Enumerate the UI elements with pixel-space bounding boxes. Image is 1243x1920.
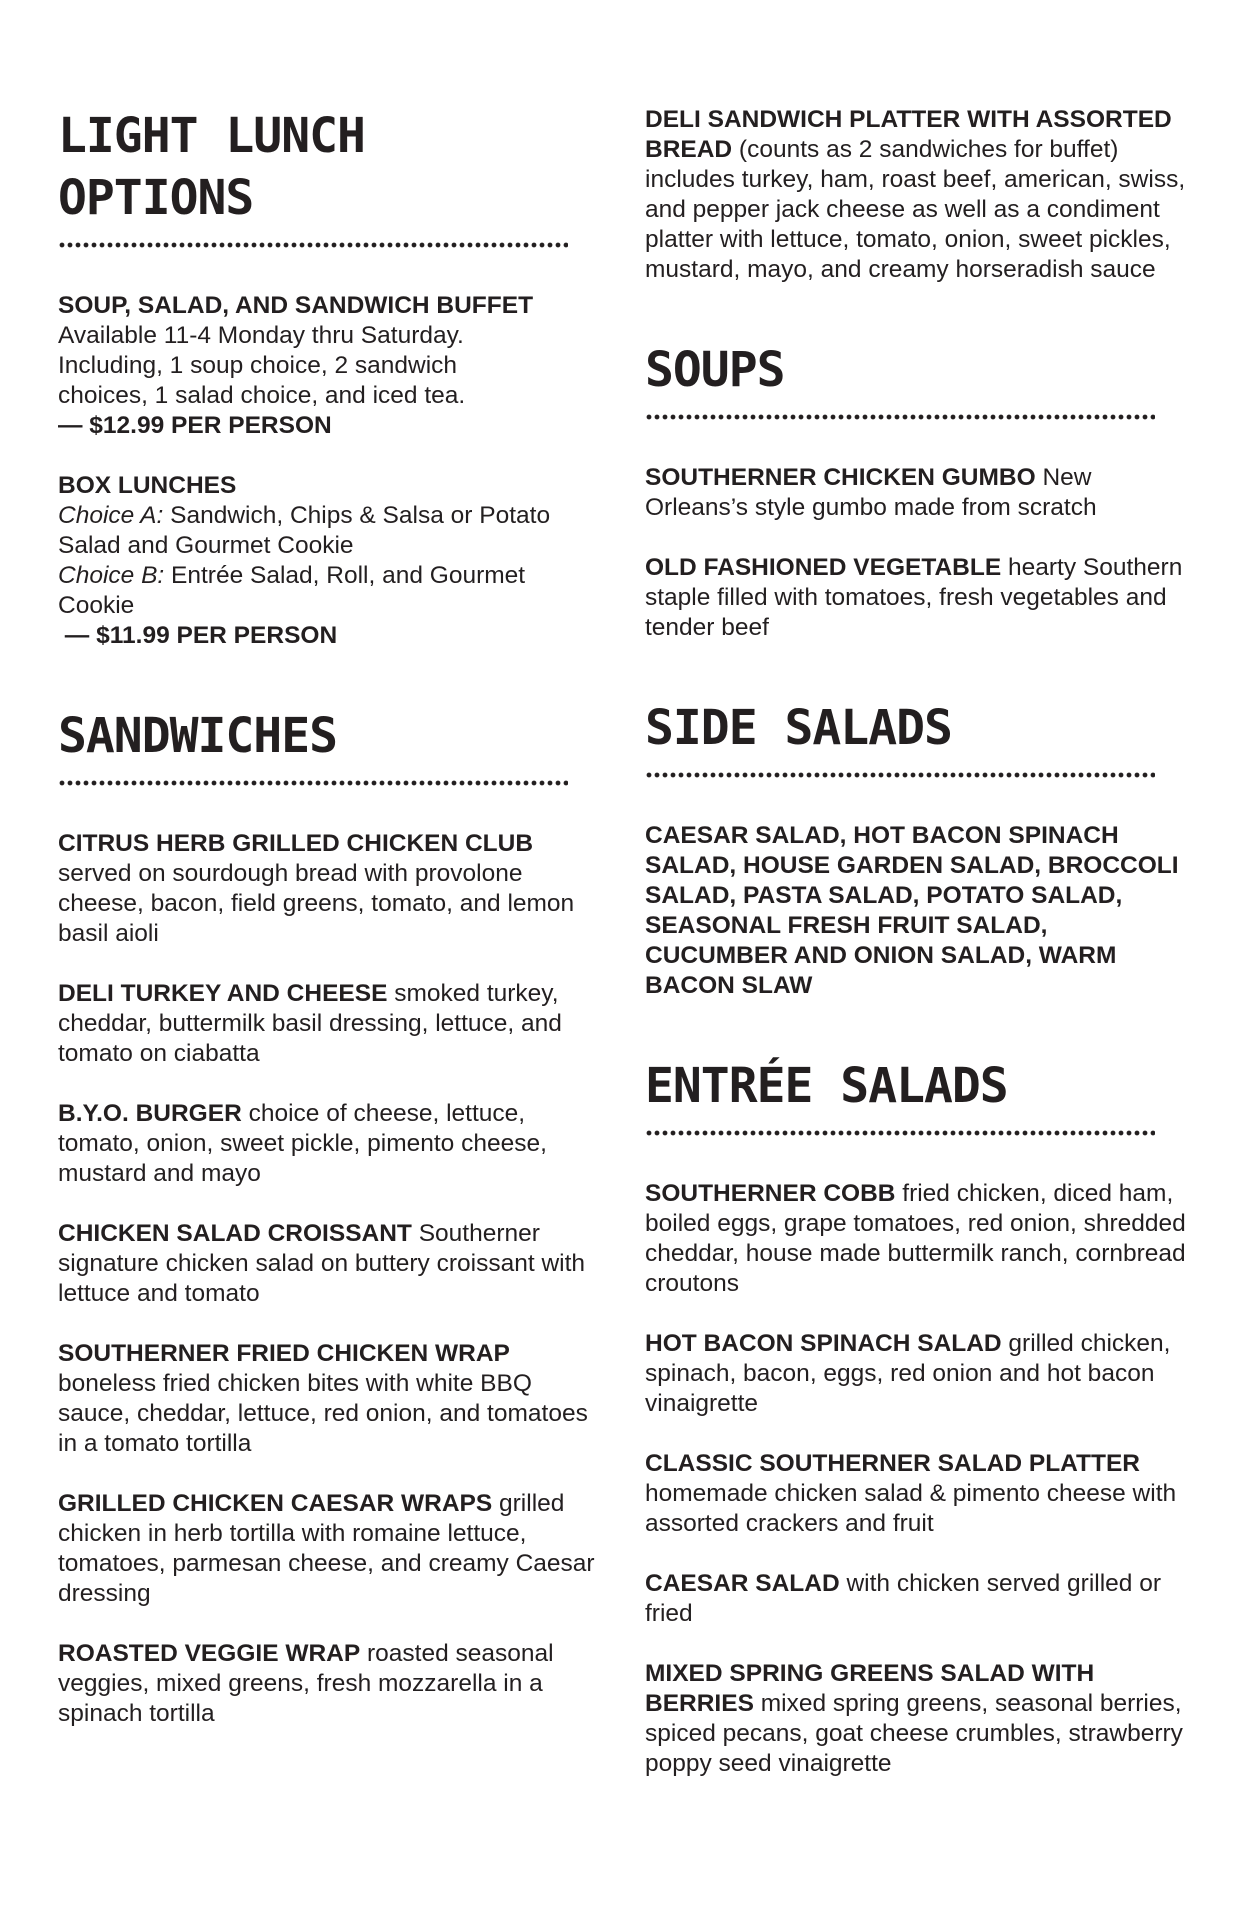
menu-item — [58, 1099, 598, 1189]
menu-item — [58, 979, 598, 1069]
item-name: BOX LUNCHES — [58, 472, 237, 499]
item-name: CAESAR SALAD — [645, 1570, 840, 1597]
sandwiches-heading: SANDWICHES — [58, 708, 337, 764]
menu-item — [58, 1339, 598, 1459]
item-desc: (counts as 2 sandwiches for buffet) includes turkey, ham, roast beef, american, swiss, and pepper jack cheese as well as a condiment platter with lettuce, tomato, onion, sweet pickles, mustard, mayo, and creamy horseradish sauce — [645, 136, 1186, 283]
item-name: SOUP, SALAD, AND SANDWICH BUFFET — [58, 292, 534, 319]
left-column — [58, 105, 598, 1759]
item-desc: grilled chicken in herb tortilla with romaine lettuce, tomatoes, parmesan cheese, and creamy Caesar dressing — [58, 1490, 595, 1607]
dotted-divider — [58, 779, 568, 787]
menu-item — [645, 1569, 1190, 1629]
choice-a-label: Choice A: — [58, 502, 164, 529]
item-desc: Including, 1 soup choice, 2 sandwich — [58, 352, 458, 379]
item-desc: hearty Southern staple filled with tomatoes, fresh vegetables and tender beef — [645, 554, 1183, 641]
item-desc: with chicken served grilled or fried — [645, 1570, 1162, 1627]
item-price: — $12.99 PER PERSON — [58, 412, 332, 439]
dotted-divider — [645, 1129, 1155, 1137]
light-lunch-heading-line2: OPTIONS — [58, 170, 254, 226]
item-desc: Southerner signature chicken salad on buttery croissant with lettuce and tomato — [58, 1220, 586, 1307]
item-name: ROASTED VEGGIE WRAP — [58, 1640, 361, 1667]
light-lunch-heading-line1: LIGHT LUNCH — [58, 108, 365, 164]
item-desc: New Orleans’s style gumbo made from scratch — [645, 464, 1097, 521]
side-salads-list: CAESAR SALAD, HOT BACON SPINACH SALAD, HOUSE GARDEN SALAD, BROCCOLI SALAD, PASTA SALAD, POTATO SALAD, SEASONAL FRESH FRUIT SALAD, CUCUMBER AND ONION SALAD, WARM BACON SLAW — [645, 822, 1179, 999]
item-desc: mixed spring greens, seasonal berries, spiced pecans, goat cheese crumbles, strawberry poppy seed vinaigrette — [645, 1690, 1183, 1777]
choice-b-label: Choice B: — [58, 562, 165, 589]
item-desc: homemade chicken salad & pimento cheese with assorted crackers and fruit — [645, 1480, 1177, 1537]
item-desc: served on sourdough bread with provolone cheese, bacon, field greens, tomato, and lemon basil aioli — [58, 860, 575, 947]
item-name: CLASSIC SOUTHERNER SALAD PLATTER — [645, 1450, 1141, 1477]
menu-item — [645, 553, 1190, 643]
soups-heading: SOUPS — [645, 342, 785, 398]
item-name: CITRUS HERB GRILLED CHICKEN CLUB — [58, 830, 534, 857]
menu-item — [645, 463, 1190, 523]
item-price: — $11.99 PER PERSON — [58, 622, 338, 649]
choice-b-text: Entrée Salad, Roll, and Gourmet Cookie — [58, 562, 526, 619]
item-name: CHICKEN SALAD CROISSANT — [58, 1220, 412, 1247]
item-name: DELI TURKEY AND CHEESE — [58, 980, 388, 1007]
dotted-divider — [645, 771, 1155, 779]
dotted-divider — [58, 241, 568, 249]
item-name: HOT BACON SPINACH SALAD — [645, 1330, 1002, 1357]
item-desc: smoked turkey, cheddar, buttermilk basil dressing, lettuce, and tomato on ciabatta — [58, 980, 562, 1067]
item-name: B.Y.O. BURGER — [58, 1100, 242, 1127]
light-lunch-heading — [58, 105, 598, 229]
menu-item — [645, 1449, 1190, 1539]
menu-item — [645, 1659, 1190, 1779]
item-desc: boneless fried chicken bites with white BBQ sauce, cheddar, lettuce, red onion, and tomatoes in a tomato tortilla — [58, 1370, 588, 1457]
item-name: SOUTHERNER CHICKEN GUMBO — [645, 464, 1036, 491]
entree-salads-heading: ENTRÉE SALADS — [645, 1058, 1008, 1114]
menu-item — [645, 1329, 1190, 1419]
item-desc: grilled chicken, spinach, bacon, eggs, red onion and hot bacon vinaigrette — [645, 1330, 1171, 1417]
item-name: SOUTHERNER FRIED CHICKEN WRAP — [58, 1340, 510, 1367]
dotted-divider — [645, 413, 1155, 421]
item-name: OLD FASHIONED VEGETABLE — [645, 554, 1002, 581]
menu-item — [58, 1489, 598, 1609]
item-name: MIXED SPRING GREENS SALAD WITH BERRIES — [645, 1660, 1095, 1717]
item-desc: fried chicken, diced ham, boiled eggs, grape tomatoes, red onion, shredded cheddar, house made buttermilk ranch, cornbread croutons — [645, 1180, 1186, 1297]
box-lunches-item — [58, 471, 598, 651]
item-desc: Available 11-4 Monday thru Saturday. — [58, 322, 464, 349]
menu-item — [58, 829, 598, 949]
buffet-item — [58, 291, 598, 441]
item-desc: roasted seasonal veggies, mixed greens, fresh mozzarella in a spinach tortilla — [58, 1640, 554, 1727]
menu-item — [645, 1179, 1190, 1299]
menu-item — [58, 1639, 598, 1729]
right-column — [645, 105, 1190, 1809]
side-salads-heading: SIDE SALADS — [645, 700, 952, 756]
deli-platter-item — [645, 105, 1190, 285]
menu-item — [58, 1219, 598, 1309]
item-desc: choice of cheese, lettuce, tomato, onion, sweet pickle, pimento cheese, mustard and mayo — [58, 1100, 547, 1187]
item-desc: choices, 1 salad choice, and iced tea. — [58, 382, 466, 409]
item-name: SOUTHERNER COBB — [645, 1180, 896, 1207]
choice-a-text: Sandwich, Chips & Salsa or Potato Salad and Gourmet Cookie — [58, 502, 551, 559]
item-name: DELI SANDWICH PLATTER WITH ASSORTED BREAD — [645, 106, 1172, 163]
item-name: GRILLED CHICKEN CAESAR WRAPS — [58, 1490, 493, 1517]
